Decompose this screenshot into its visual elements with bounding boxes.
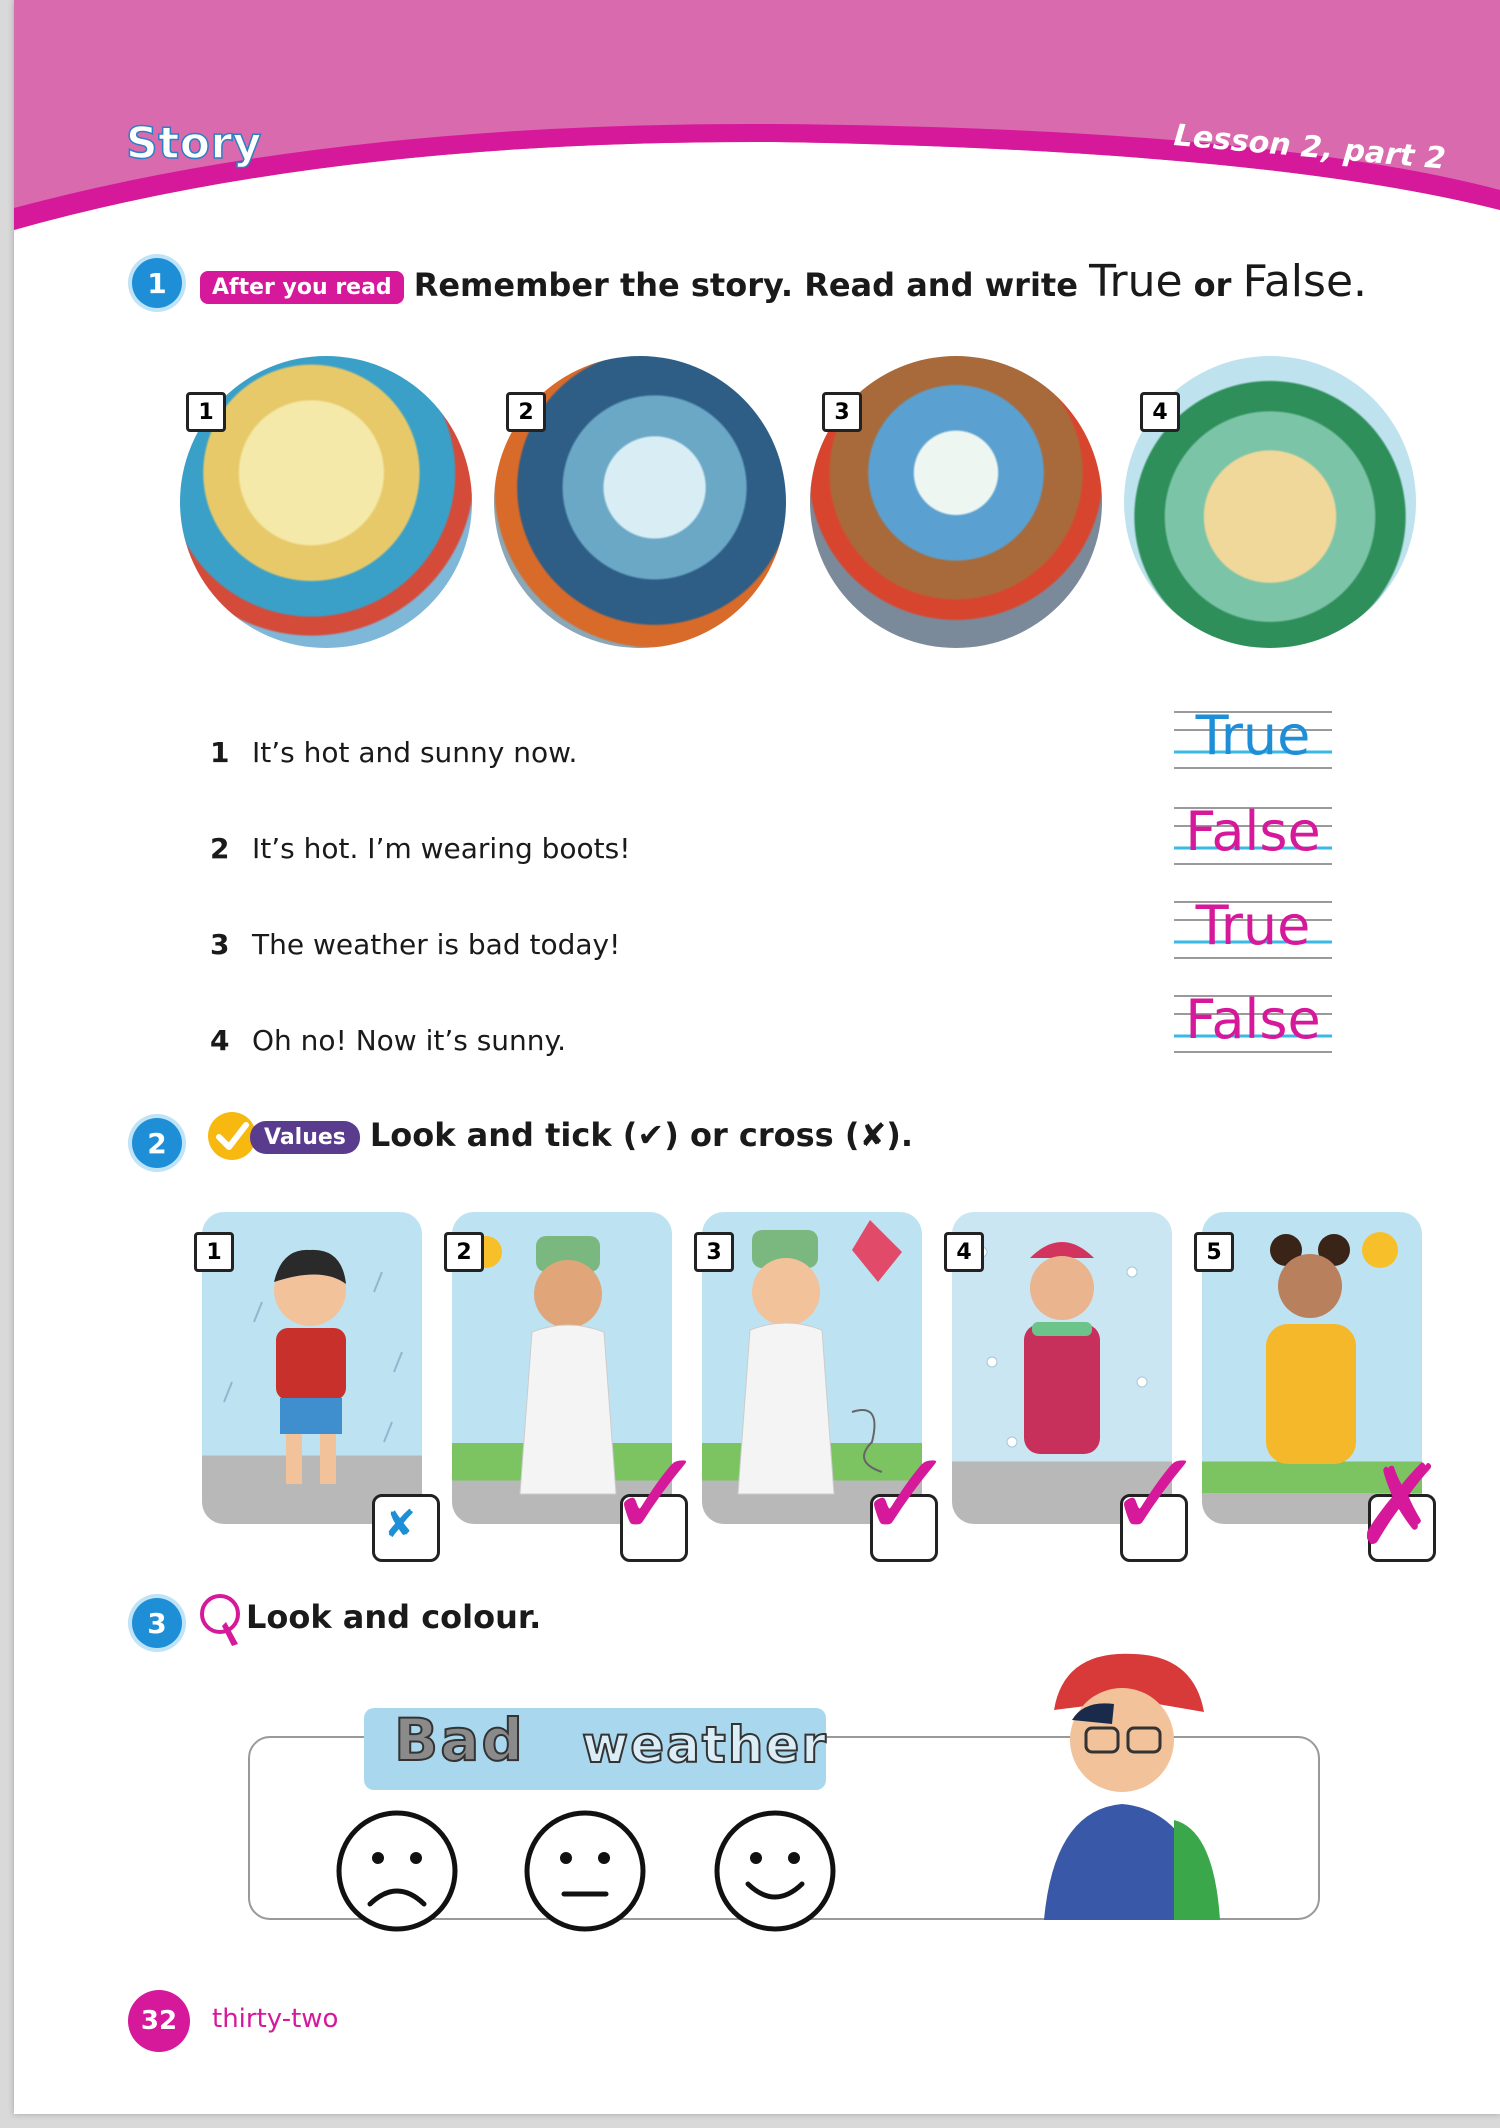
card-label-2: 2 [444,1232,484,1272]
statement-number-3: 3 [210,928,230,961]
bad-word: Bad [394,1706,525,1774]
exercise-number-1: 1 [132,258,182,308]
statement-number-1: 1 [210,736,230,769]
exercise3-instruction: Look and colour. [246,1598,542,1636]
answer-4: False [1185,988,1321,1051]
statement-number-2: 2 [210,832,230,865]
tick-cross-instruction: Look and tick (✔) or cross (✘). [369,1116,914,1154]
exercise-number-2: 2 [132,1118,182,1168]
statement-number-4: 4 [210,1024,230,1057]
statement-text-3: The weather is bad today! [252,928,621,961]
answer-1: True [1195,704,1311,767]
exercise2-instruction [250,1116,913,1154]
card-label-4: 4 [944,1232,984,1272]
cross-mark-1: ✘ [384,1502,416,1546]
picture-label-4: 4 [1140,392,1180,432]
card-label-5: 5 [1194,1232,1234,1272]
values-tag: Values [250,1121,360,1154]
statement-text-2: It’s hot. I’m wearing boots! [252,832,631,865]
answer-2: False [1185,800,1321,863]
weather-card-1 [202,1212,422,1524]
statement-text-4: Oh no! Now it’s sunny. [252,1024,567,1057]
cross-mark-5: ✗ [1354,1441,1447,1569]
page-number-words: thirty-two [212,2004,339,2034]
exercise-number-3: 3 [132,1598,182,1648]
card-label-3: 3 [694,1232,734,1272]
word-or: or [1193,266,1232,304]
rain-scene-illustration [202,1212,422,1524]
pencil-colour-icon [198,1592,246,1650]
sad-face-icon[interactable] [334,1808,460,1934]
neutral-face-icon[interactable] [522,1808,648,1934]
page-number: 32 [128,1990,190,2052]
exercise1-instruction [200,256,1367,307]
tick-mark-4: ✓ [1106,1426,1207,1565]
picture-label-3: 3 [822,392,862,432]
answer-3: True [1195,894,1311,957]
card-label-1: 1 [194,1232,234,1272]
tick-mark-2: ✓ [606,1426,707,1565]
statement-text-1: It’s hot and sunny now. [252,736,578,769]
workbook-page [14,0,1500,2114]
word-false: False [1242,256,1354,307]
picture-label-1: 1 [186,392,226,432]
boy-character-illustration [1024,1640,1244,1920]
happy-face-icon[interactable] [712,1808,838,1934]
word-true: True [1089,256,1183,307]
word-end: . [1353,256,1368,307]
picture-label-2: 2 [506,392,546,432]
section-title: Story [126,118,262,169]
after-you-read-tag: After you read [200,271,404,304]
lesson-title: Lesson 2, part 2 [1172,118,1447,177]
weather-word: weather [582,1716,828,1774]
tick-mark-3: ✓ [856,1426,957,1565]
instruction-text: Remember the story. Read and write [413,266,1078,304]
